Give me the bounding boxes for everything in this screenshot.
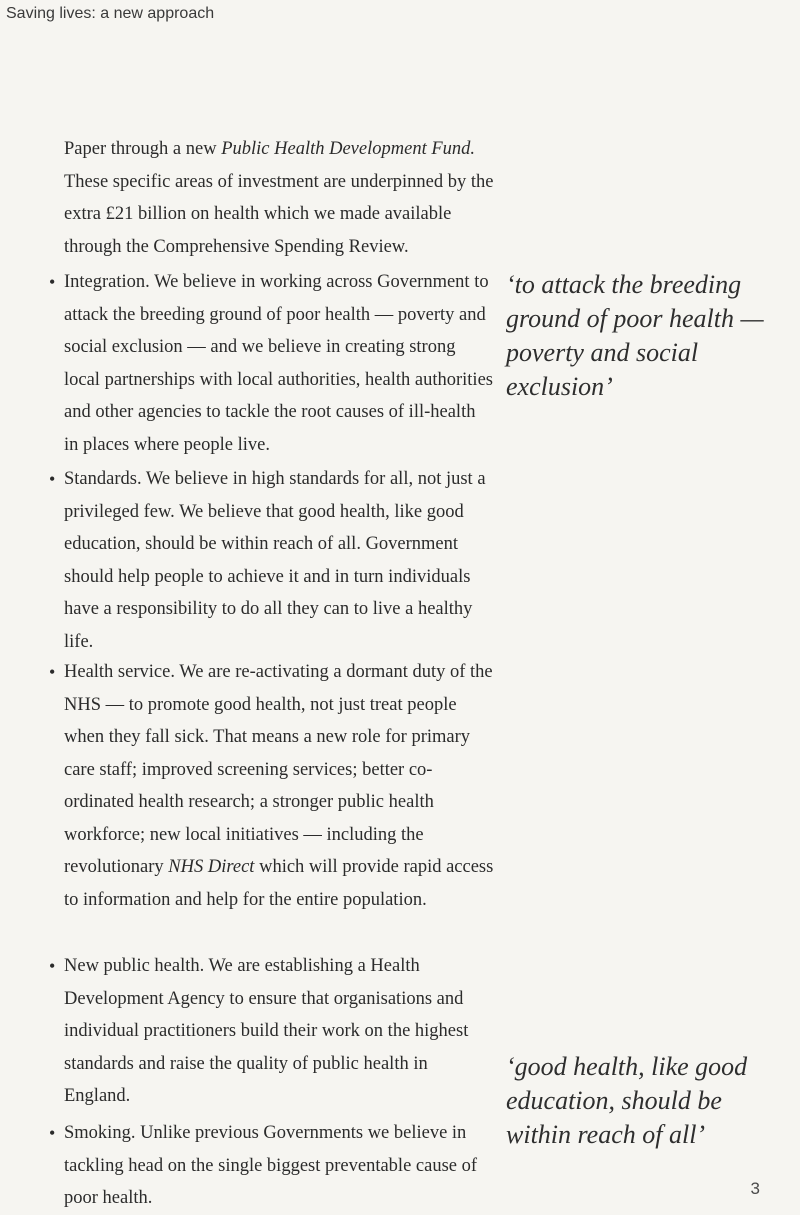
bullet-icon: • xyxy=(49,662,56,682)
bullet-lead: Integration. xyxy=(64,272,150,292)
bullet-icon: • xyxy=(49,1123,56,1143)
bullet-integration xyxy=(49,266,494,461)
bullet-lead: New public health. xyxy=(64,956,205,976)
bullet-text: Unlike previous Governments we believe in tackling head on the single biggest preventable cause of poor health. xyxy=(64,1123,478,1208)
bullet-lead: Standards. xyxy=(64,469,142,489)
bullet-new-public-health xyxy=(49,950,494,1113)
bullet-text: We are re-activating a dormant duty of the NHS — to promote good health, not just treat people when they fall sick. That means a new role for primary care staff; improved screening services; better co-ordinated health research; a stronger public health workforce; new local initiatives — including the revolutionary xyxy=(64,662,493,877)
quote-line: exclusion’ xyxy=(506,372,613,401)
quote-line: poverty and social xyxy=(506,338,699,367)
page-number: 3 xyxy=(750,1179,760,1198)
bullet-health-service xyxy=(49,656,494,916)
fund-name: Public Health Development Fund. xyxy=(221,139,476,159)
pull-quote-1 xyxy=(506,268,796,404)
nhs-direct: NHS Direct xyxy=(168,857,255,877)
bullet-icon: • xyxy=(49,956,56,976)
bullet-standards xyxy=(49,463,494,658)
bullet-smoking xyxy=(49,1117,494,1215)
bullet-lead: Smoking. xyxy=(64,1123,136,1143)
quote-line: education, should be xyxy=(506,1086,722,1115)
intro-text-1: Paper through a new xyxy=(64,139,222,159)
quote-line: ‘to attack the breeding xyxy=(506,270,742,299)
bullet-icon: • xyxy=(49,469,56,489)
pull-quote-2 xyxy=(506,1050,796,1152)
quote-line: ‘good health, like good xyxy=(506,1052,748,1081)
bullet-lead: Health service. xyxy=(64,662,175,682)
bullet-icon: • xyxy=(49,272,56,292)
quote-line: within reach of all’ xyxy=(506,1120,706,1149)
intro-text-2: These specific areas of investment are underpinned by the extra £21 billion on health which we made available through the Comprehensive Spending Review. xyxy=(64,171,494,257)
quote-line: ground of poor health — xyxy=(506,304,764,333)
bullet-text: We believe in high standards for all, not just a privileged few. We believe that good health, like good education, should be within reach of all. Government should help people to achieve it and in turn individuals have a responsibility to do all they can to live a healthy life. xyxy=(64,469,486,652)
bullet-text: which will provide rapid access to information and help for the entire population. xyxy=(64,857,494,910)
running-title: Saving lives: a new approach xyxy=(6,5,215,22)
intro-paragraph xyxy=(64,133,494,263)
bullet-text: We believe in working across Government to attack the breeding ground of poor health — poverty and social exclusion — and we believe in creating strong local partnerships with local authorities, health authorities and other agencies to tackle the root causes of ill-health in places where people live. xyxy=(64,272,493,455)
bullet-text: We are establishing a Health Development Agency to ensure that organisations and individual practitioners build their work on the highest standards and raise the quality of public health in England. xyxy=(64,956,469,1106)
